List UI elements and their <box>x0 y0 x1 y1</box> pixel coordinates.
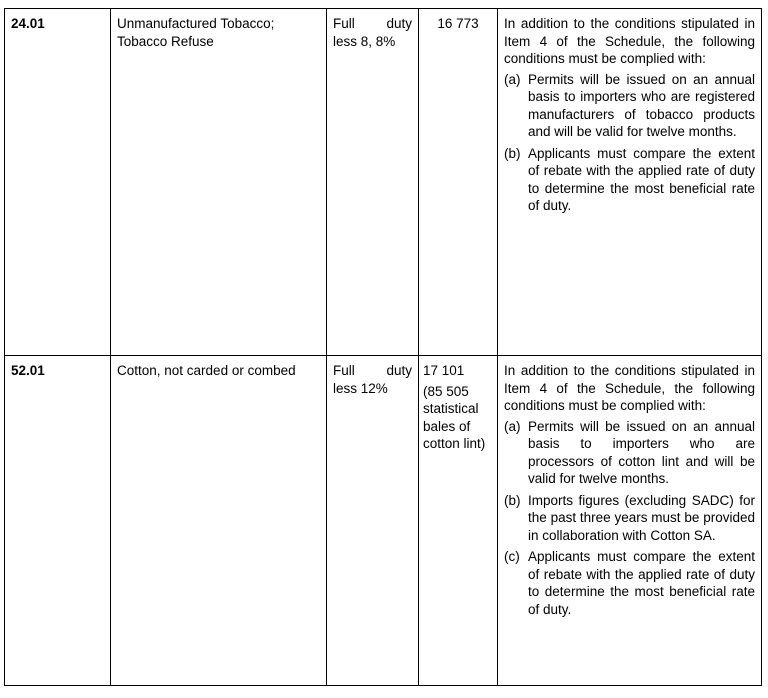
condition-text: Applicants must compare the extent of rebate with the applied rate of duty to determine the most beneficial rate of duty. <box>528 145 755 213</box>
quantity <box>419 9 498 356</box>
conditions <box>498 9 762 356</box>
condition-text: Permits will be issued on an annual basis to importers who are processors of cotton lint and will be valid for twelve months. <box>528 418 755 486</box>
condition-item <box>504 71 755 141</box>
rebate-table <box>4 8 762 686</box>
table-row <box>5 356 762 686</box>
condition-text: Applicants must compare the extent of rebate with the applied rate of duty to determine the most beneficial rate of duty. <box>528 549 755 617</box>
quantity-value: 17 101 <box>423 363 465 378</box>
quantity-note: (85 505 statistical bales of cotton lint) <box>423 383 486 451</box>
condition-text: Permits will be issued on an annual basis to importers who are registered manufacturers of tobacco products and will be valid for twelve months. <box>528 71 755 139</box>
condition-item <box>504 418 755 488</box>
tariff-code: 24.01 <box>5 9 111 356</box>
tariff-code: 52.01 <box>5 356 111 686</box>
conditions-intro: In addition to the conditions stipulated in Item 4 of the Schedule, the following conditions must be complied with: <box>504 16 755 66</box>
description: Unmanufactured Tobacco; Tobacco Refuse <box>111 9 327 356</box>
quantity <box>419 356 498 686</box>
condition-label: (a) <box>504 418 521 434</box>
condition-item <box>504 145 755 215</box>
rate-line-1: Full duty <box>333 16 412 31</box>
table-row <box>5 9 762 356</box>
condition-text: Imports figures (excluding SADC) for the past three years must be provided in collaboration with Cotton SA. <box>528 492 755 543</box>
condition-label: (c) <box>504 549 520 564</box>
quantity-value: 16 773 <box>437 16 479 31</box>
condition-item <box>504 548 755 618</box>
condition-label: (b) <box>504 492 521 508</box>
rate-line-2: less 8, 8% <box>333 33 396 49</box>
conditions <box>498 356 762 686</box>
conditions-intro: In addition to the conditions stipulated in Item 4 of the Schedule, the following conditions must be complied with: <box>504 363 755 413</box>
rate-of-rebate <box>327 9 419 356</box>
condition-label: (b) <box>504 145 521 161</box>
rate-line-1: Full duty <box>333 363 412 378</box>
condition-item <box>504 492 755 545</box>
description: Cotton, not carded or combed <box>111 356 327 686</box>
condition-label: (a) <box>504 71 521 87</box>
rate-line-2: less 12% <box>333 380 388 396</box>
rate-of-rebate <box>327 356 419 686</box>
